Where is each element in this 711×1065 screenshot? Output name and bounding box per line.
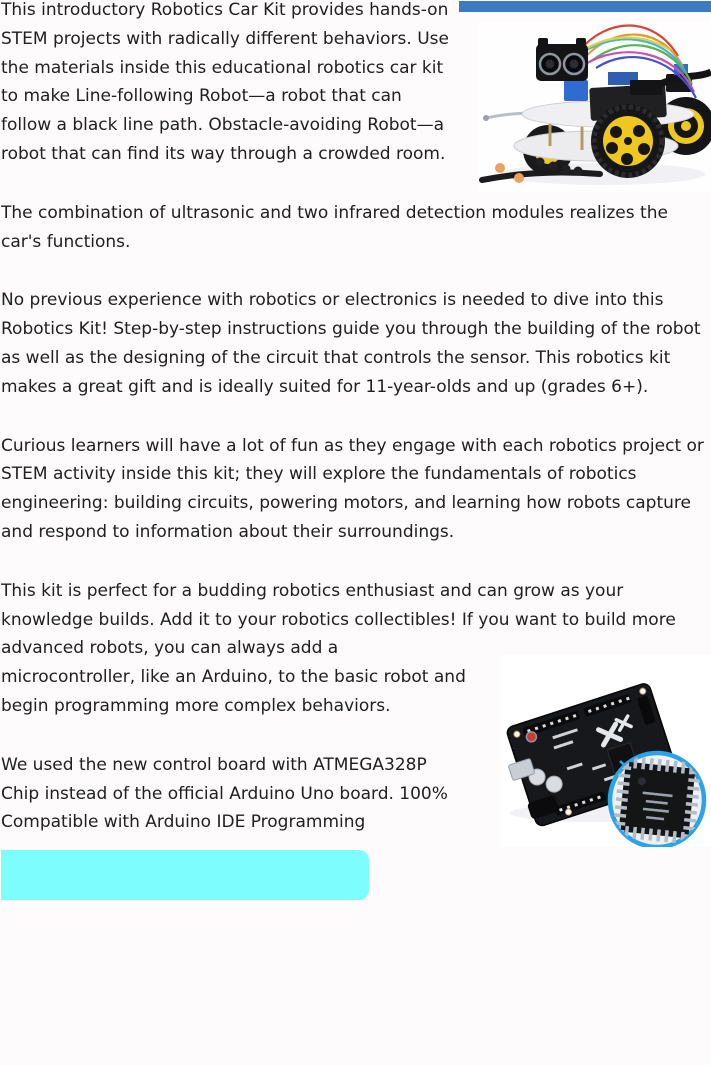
paragraph-intro: This introductory Robotics Car Kit provides hands-on STEM projects with radically different behaviors. Use the materials inside this educational robotics car kit to make Line-following Robot—a robot that can follow a black line path. Obstacle-avoiding Robot—a robot that can find its way through a crowded room. <box>1 0 449 164</box>
section-divider-bar <box>459 1 711 12</box>
paragraph-grow-knowledge-part2: you can always add a microcontroller, like an Arduino, to the basic robot and begin programming more complex behaviors. <box>1 638 466 716</box>
paragraph-modules: The combination of ultrasonic and two infrared detection modules realizes the car's functions. <box>1 202 668 252</box>
robot-car-illustration <box>478 22 711 192</box>
paragraph-control-board: We used the new control board with ATMEGA328P Chip instead of the official Arduino Uno board. 100% Compatible with Arduino IDE Programming <box>1 754 448 833</box>
chip-zoom-inset <box>610 753 704 847</box>
arduino-board-photo <box>500 655 711 847</box>
robot-car-photo <box>478 22 711 192</box>
paragraph-curious-learners: Curious learners will have a lot of fun as they engage with each robotics project or STEM activity inside this kit; they will explore the fundamentals of robotics engineering: building circuits, powering motors, and learning how robots capture and respond to information about their surroundings. <box>1 435 704 542</box>
control-board-illustration <box>500 655 711 847</box>
paragraph-no-experience: No previous experience with robotics or electronics is needed to dive into this Robotics Kit! Step-by-step instructions guide you through the building of the robot as well as the designing of the circuit that controls the sensor. This robotics kit makes a great gift and is ideally suited for 11-year-olds and up (grades 6+). <box>1 290 701 397</box>
paragraph-grow-knowledge-part1: This kit is perfect for a budding robotics enthusiast and can grow as your knowledge builds. Add it to your robotics collectibles! If you want to build more advanced robots, <box>1 580 676 659</box>
highlight-box <box>1 850 369 900</box>
